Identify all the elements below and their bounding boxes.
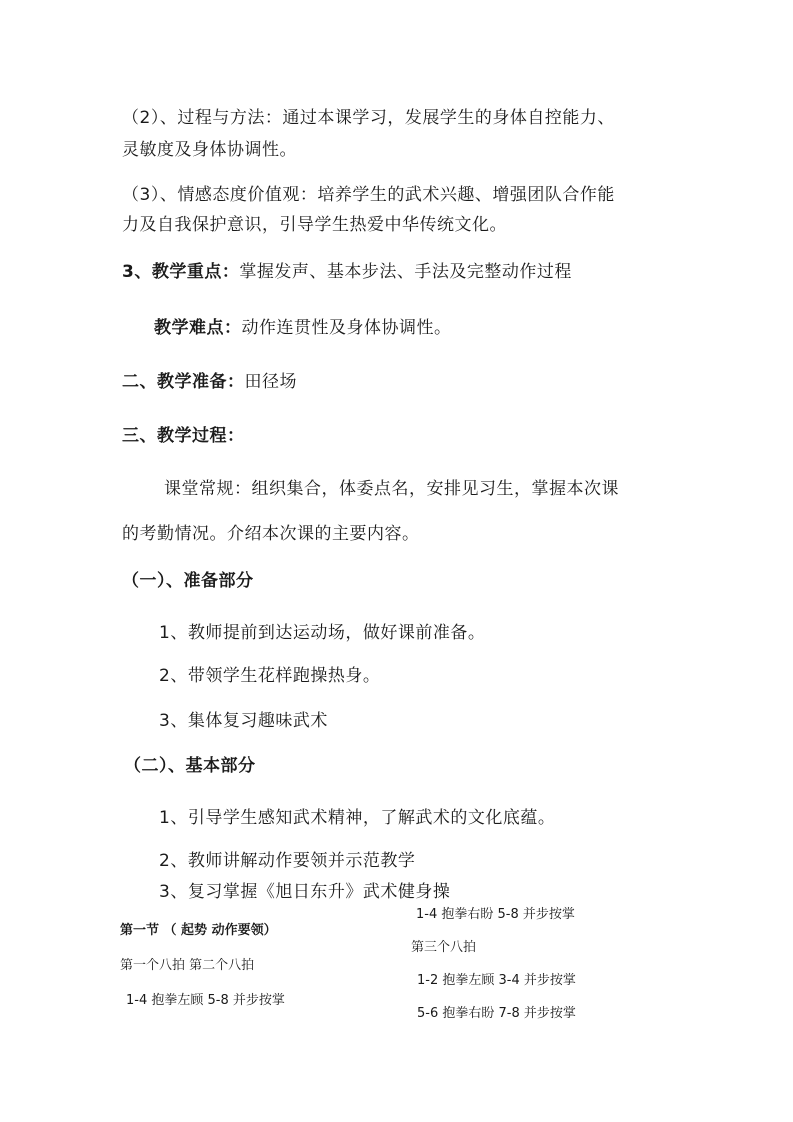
preparation-label: 二、教学准备： (122, 372, 245, 392)
basic-item: 3、复习掌握《旭日东升》武术健身操 (159, 882, 451, 902)
basic-item: 1、引导学生感知武术精神，了解武术的文化底蕴。 (159, 808, 556, 828)
third-beats-b: 5-6 抱拳右盼 7-8 并步按掌 (417, 1006, 576, 1021)
emotion-values-line1: （3）、情感态度价值观：培养学生的武术兴趣、增强团队合作能 (122, 185, 615, 205)
section-one-title: 第一节 （ 起势 动作要领） (120, 923, 277, 938)
difficulty (154, 313, 452, 338)
basic-item: 2、教师讲解动作要领并示范教学 (159, 851, 416, 871)
key-points-text: 掌握发声、基本步法、手法及完整动作过程 (239, 262, 572, 282)
routine-line1: 课堂常规：组织集合，体委点名，安排见习生，掌握本次课 (164, 479, 619, 499)
key-points-label: 3、教学重点： (122, 262, 240, 282)
beats-left: 1-4 抱拳左顾 5-8 并步按掌 (126, 993, 285, 1008)
key-points (122, 257, 572, 282)
basic-section-title: （二）、基本部分 (124, 756, 256, 776)
process-method-line1: （2）、过程与方法：通过本课学习，发展学生的身体自控能力、 (122, 108, 615, 128)
process-heading: 三、教学过程： (122, 426, 245, 446)
beats-right-top: 1-4 抱拳右盼 5-8 并步按掌 (416, 907, 575, 922)
prep-item: 3、集体复习趣味武术 (159, 711, 328, 731)
beats-heading: 第一个八拍 第二个八拍 (120, 958, 255, 973)
prep-item: 1、教师提前到达运动场，做好课前准备。 (159, 623, 486, 643)
prep-item: 2、带领学生花样跑操热身。 (159, 666, 381, 686)
difficulty-text: 动作连贯性及身体协调性。 (241, 318, 452, 338)
emotion-values-line2: 力及自我保护意识，引导学生热爱中华传统文化。 (122, 215, 507, 235)
difficulty-label: 教学难点： (154, 318, 242, 338)
third-beats-heading: 第三个八拍 (411, 940, 477, 955)
prep-section-title: （一）、准备部分 (122, 571, 254, 591)
preparation (122, 367, 297, 392)
preparation-text: 田径场 (244, 372, 297, 392)
routine-line2: 的考勤情况。介绍本次课的主要内容。 (122, 524, 420, 544)
process-method-line2: 灵敏度及身体协调性。 (122, 140, 297, 160)
third-beats-a: 1-2 抱拳左顾 3-4 并步按掌 (417, 973, 576, 988)
